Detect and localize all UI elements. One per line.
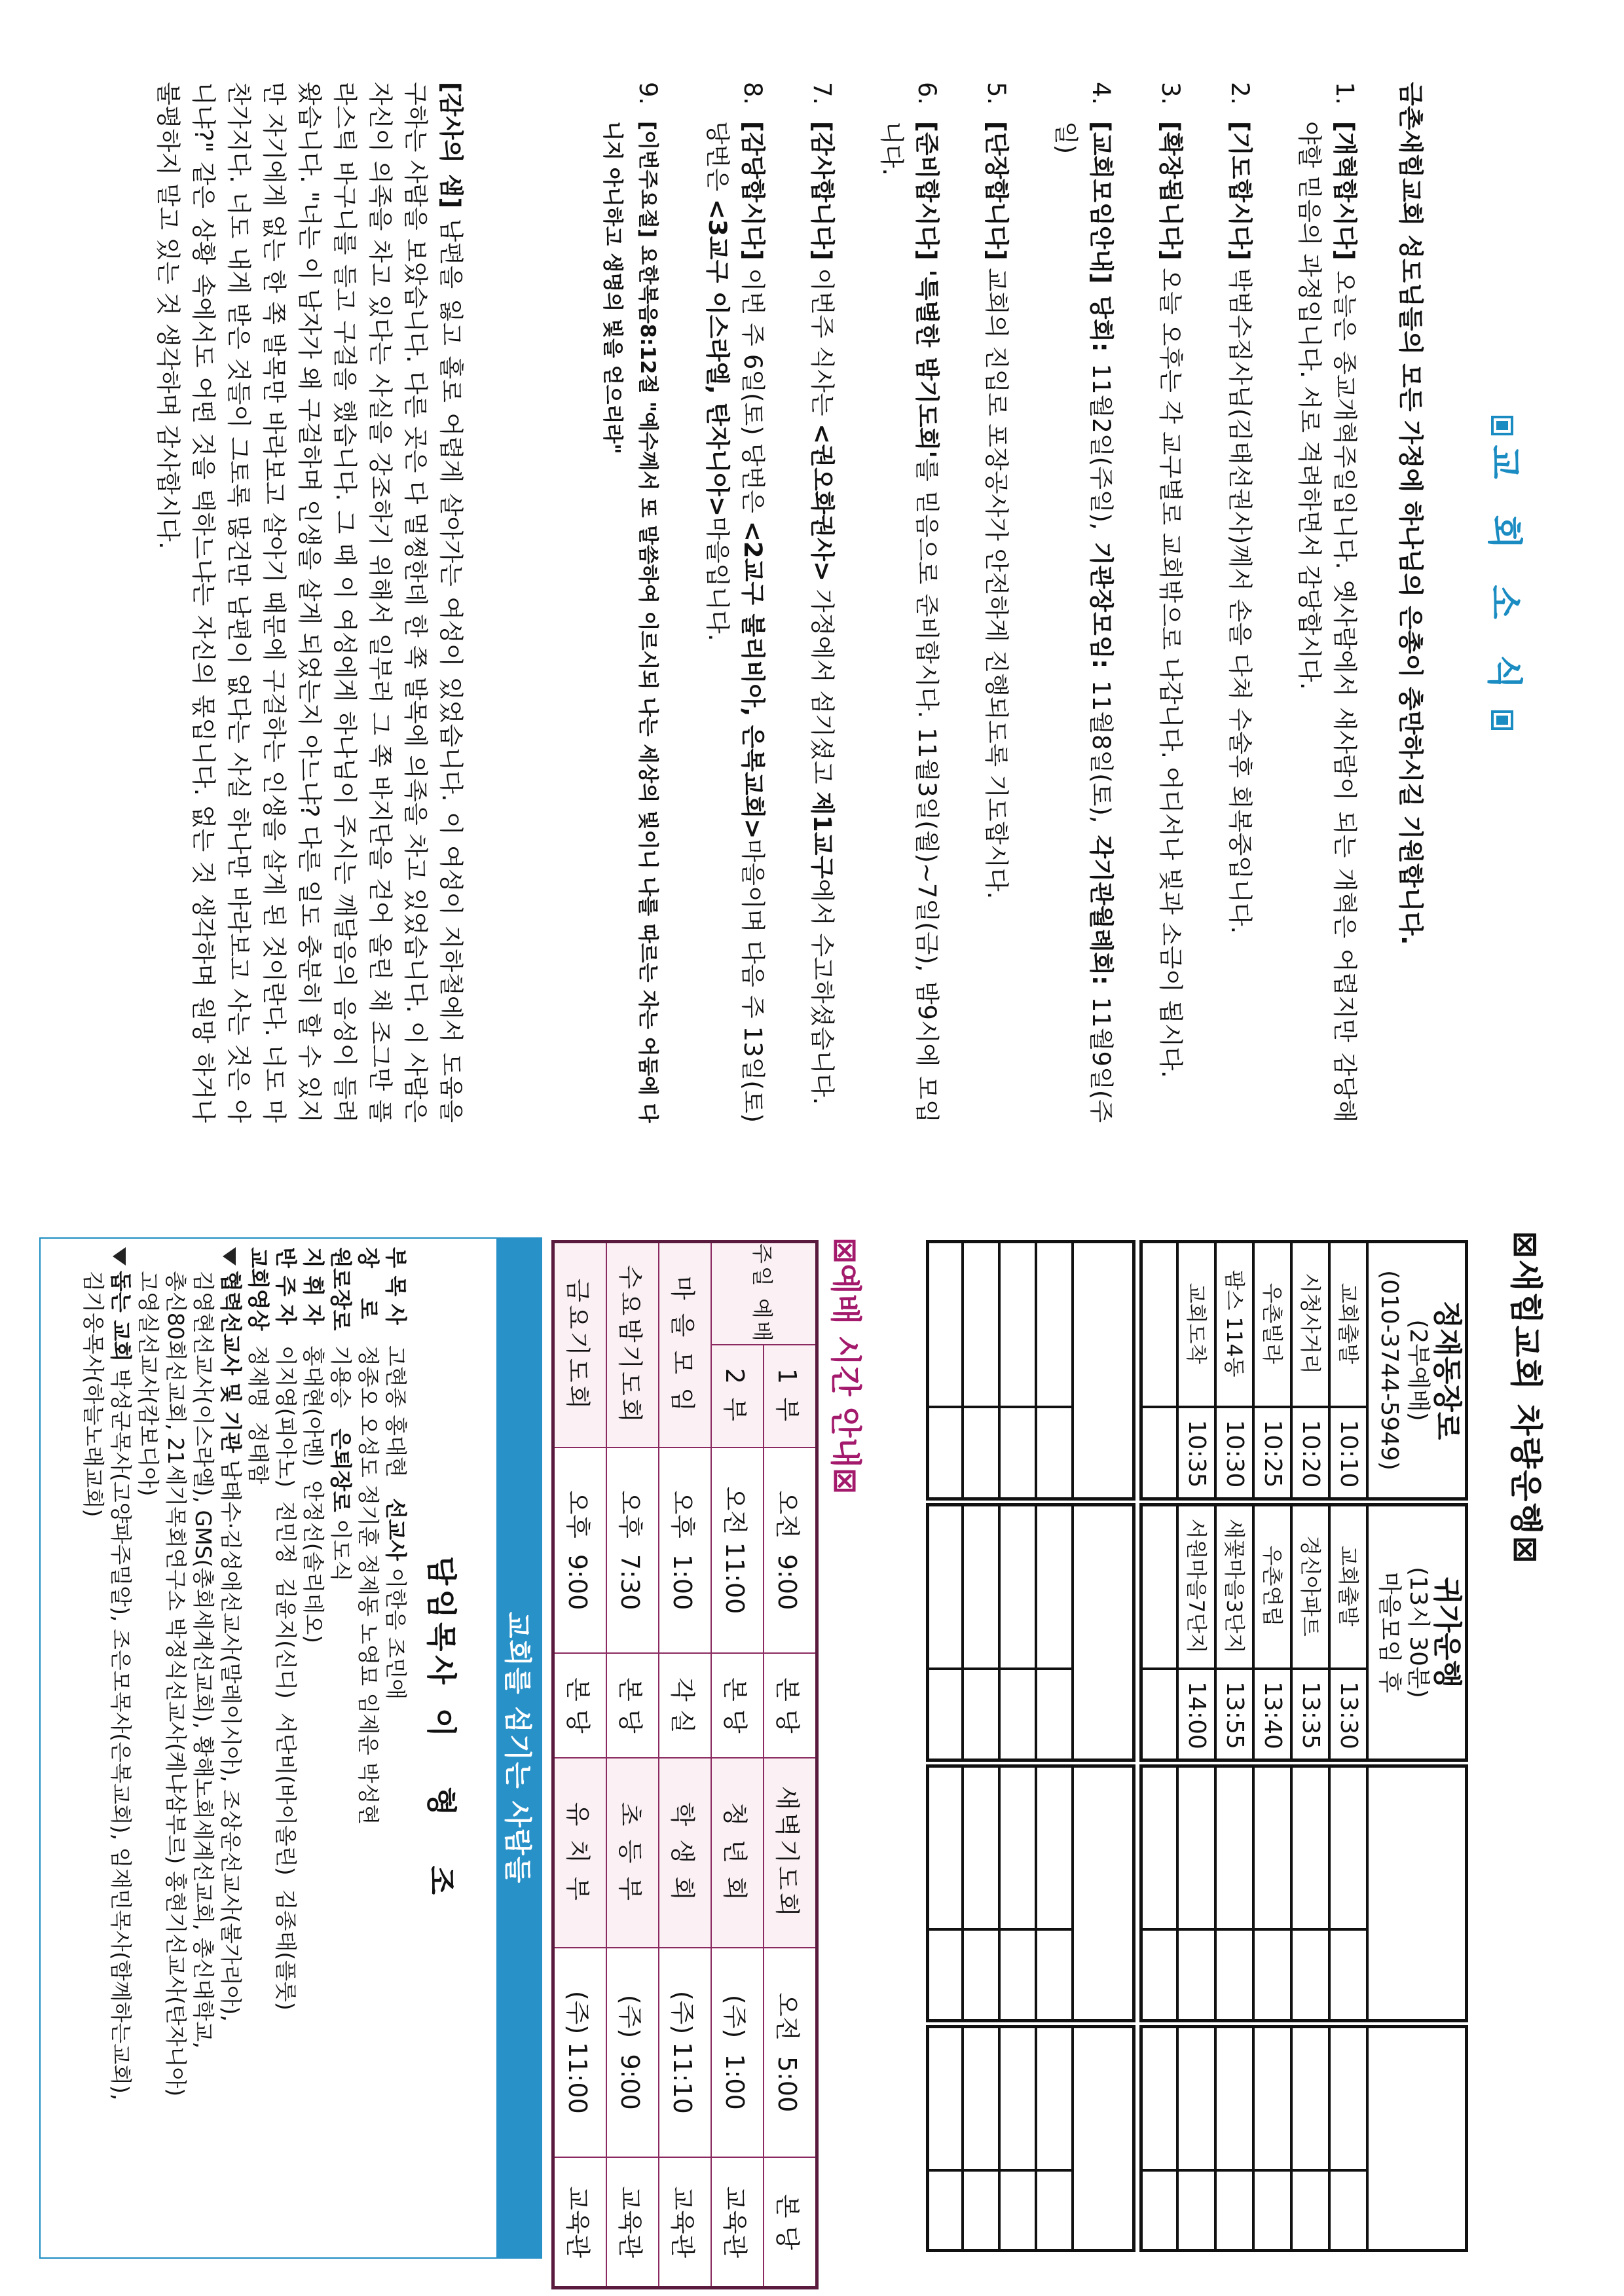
vehicle-time <box>1253 1929 1291 2022</box>
news-title <box>1482 0 1532 1146</box>
staff-line <box>189 1247 217 2249</box>
vehicle-time <box>963 1669 999 1762</box>
senior-pastor <box>422 1556 465 1914</box>
pastor-title: 담임목사 <box>424 1556 459 1688</box>
service-place: 각 실 <box>659 1653 711 1758</box>
service-name: 마 을 모 임 <box>659 1242 711 1448</box>
vehicle-stop <box>1036 1764 1073 1929</box>
vehicle-stop <box>999 1503 1036 1669</box>
item-body <box>1222 121 1257 1123</box>
bold-text: 요한복음8:12절 "예수께서 또 말씀하여 이르시되 나는 세상의 빛이니 나를 따르는 자는 어둠에 다니지 아니하고 생명의 빛을 얻으리라" <box>600 121 659 1123</box>
service-place: 교육관 <box>711 2157 764 2288</box>
worship-title: ⊠예배 시간 안내⊠ <box>827 1237 864 1495</box>
service-time: 오후 7:30 <box>606 1448 659 1653</box>
staff-line <box>217 1247 244 2249</box>
news-item <box>699 82 770 1123</box>
vehicle-block-header <box>1073 1503 1135 1762</box>
staff-line <box>354 1247 382 2249</box>
news-list <box>561 82 1362 1123</box>
vehicle-stop <box>1036 1503 1073 1669</box>
news-item <box>595 82 665 1123</box>
item-body <box>699 121 770 1123</box>
vehicle-stop <box>963 1764 999 1929</box>
staff-line <box>107 1247 134 2249</box>
vehicle-time: 13:40 <box>1253 1669 1291 1762</box>
staff-line <box>327 1247 354 2249</box>
vehicle-stop: 교회도착 <box>1177 1240 1215 1407</box>
service-time: 오전 5:00 <box>764 1948 817 2157</box>
vehicle-time <box>926 1669 963 1762</box>
vehicle-time <box>926 2170 963 2252</box>
service-time: 오후 1:00 <box>659 1448 711 1653</box>
vehicle-time <box>1177 2170 1215 2252</box>
bold-text: <3교구 이스라엘, 탄자니아> <box>703 199 731 517</box>
vehicle-time <box>926 1407 963 1501</box>
vehicle-time <box>1215 1929 1253 2022</box>
text: 이번 주 6일(토) 당번은 <box>739 260 767 521</box>
service-name: 청 년 회 <box>711 1758 764 1948</box>
item-number: 5. <box>982 82 1010 105</box>
vehicle-stop <box>999 2025 1036 2170</box>
news-item <box>804 82 840 1123</box>
vehicle-stop <box>999 1764 1036 1929</box>
vehicle-time: 14:00 <box>1177 1669 1215 1762</box>
text: 를 믿음으로 준비합시다. 11월3일(월)~7일(금), 밤9시에 모입니다. <box>877 121 941 1123</box>
staff-role: 원로장로 <box>328 1247 354 1331</box>
bold-text: [개혁합시다] <box>1331 121 1359 261</box>
service-name: 새벽기도회 <box>764 1758 817 1948</box>
service-time: 오전 9:00 <box>764 1448 817 1653</box>
staff-line <box>299 1247 327 2249</box>
service-name: 수요밤기도회 <box>606 1242 659 1448</box>
item-body <box>1153 121 1188 1123</box>
vehicle-stop <box>963 1503 999 1669</box>
news-title-text: 교 회 소 식 <box>1484 445 1525 701</box>
text: 에서 수고하셨습니다. <box>808 879 836 1105</box>
text: 남태수·김성애선교사(말레이시아), 조상운선교사(불가리아), <box>218 1453 244 2022</box>
text: 11월9일(주일) <box>1052 121 1115 1123</box>
staff-role: 지 휘 자 <box>301 1247 326 1325</box>
staff-role: 협력선교사 및 기관 <box>218 1271 244 1453</box>
item-number: 2. <box>1226 82 1254 105</box>
header-line: (010-3744-5949) <box>1376 1269 1403 1471</box>
vehicle-stop: 서원마을7단지 <box>1177 1503 1215 1669</box>
service-place: 교육관 <box>659 2157 711 2288</box>
text: 11월2일(주일), <box>1087 352 1115 542</box>
item-body <box>804 121 840 1123</box>
vehicle-time <box>1036 1929 1073 2022</box>
pastor-name: 이 형 조 <box>424 1707 459 1915</box>
vehicle-stop <box>999 1240 1036 1407</box>
text: 오늘은 종교개혁주일입니다. 옛사람에서 새사람이 되는 개혁은 어렵지만 감당해야할 믿음의 과정입니다. 서로 격려하면서 감당합시다. <box>1295 121 1359 1123</box>
text: 가정에서 섬기셨고 <box>808 581 836 792</box>
bold-text: [감당합시다] <box>739 121 767 261</box>
vehicle-stop <box>1177 2025 1215 2170</box>
item-number: 3. <box>1156 82 1185 105</box>
vehicle-time: 13:55 <box>1215 1669 1253 1762</box>
service-place: 본 당 <box>553 1653 607 1758</box>
vehicle-stop <box>1036 2025 1073 2170</box>
service-name: 초 등 부 <box>606 1758 659 1948</box>
square-bullet-icon <box>1491 710 1513 730</box>
bold-text: <2교구 불리비아, 은복교회> <box>739 520 767 839</box>
vehicle-block-header <box>1367 1503 1468 1762</box>
item-body <box>874 121 944 1123</box>
vehicle-stop <box>1139 2025 1177 2170</box>
text <box>1087 283 1115 295</box>
vehicle-stop <box>926 2025 963 2170</box>
bold-text: [이번주요절] <box>636 121 659 238</box>
vehicle-time: 13:35 <box>1291 1669 1329 1762</box>
vehicle-stop <box>1177 1764 1215 1929</box>
item-number: 8. <box>739 82 767 105</box>
staff-role: 장 로 <box>356 1247 381 1319</box>
bold-text: [기도합시다] <box>1226 121 1254 261</box>
vehicle-time <box>1139 1929 1177 2022</box>
vehicle-stop: 팜스 114동 <box>1215 1240 1253 1407</box>
text: 교회의 진입로 포장공사가 안전하게 진행되도록 기도합시다. <box>982 260 1010 900</box>
bold-text: '특별한 밤기도회' <box>913 269 941 458</box>
item-body <box>1291 121 1362 1123</box>
bold-text: 기관장모임: <box>1087 541 1115 669</box>
text: 11월8일(토), <box>1087 668 1115 835</box>
service-name: 유 치 부 <box>553 1758 607 1948</box>
vehicle-stop <box>1215 1764 1253 1929</box>
vehicle-stop <box>926 1503 963 1669</box>
vehicle-time <box>1036 1407 1073 1501</box>
vehicle-stop: 우촌연립 <box>1253 1503 1291 1669</box>
bold-text: 선교사 <box>383 1498 409 1561</box>
staff-role: 교회영상 <box>246 1247 271 1331</box>
vehicle-time <box>999 1407 1036 1501</box>
service-time: (주) 11:10 <box>659 1948 711 2157</box>
vehicle-block-header <box>1073 1764 1135 2022</box>
vehicle-stop <box>1253 2025 1291 2170</box>
service-name: 2 부 <box>711 1345 764 1448</box>
news-item <box>978 82 1014 1123</box>
vehicle-time: 10:25 <box>1253 1407 1291 1501</box>
vehicle-time <box>999 1669 1036 1762</box>
news-item <box>1153 82 1188 1123</box>
text: 박성군목사(고양파주밀알), 조은모목사(은복교회), 임재민목사(함께하는교회), <box>108 1362 134 2101</box>
worship-row <box>553 1242 607 2288</box>
vehicle-stop <box>1253 1764 1291 1929</box>
service-name: 금요기도회 <box>553 1242 607 1448</box>
vehicle-time <box>1329 2170 1367 2252</box>
vehicle-time <box>1253 2170 1291 2252</box>
item-number: 6. <box>913 82 941 105</box>
vehicle-stop <box>1329 2025 1367 2170</box>
news-item <box>1291 82 1362 1123</box>
vehicle-time <box>1139 2170 1177 2252</box>
vehicle-time <box>1139 1669 1177 1762</box>
vehicle-block-header <box>1073 2025 1135 2252</box>
gratitude-paragraph <box>150 82 468 1123</box>
bold-text: 제1교구 <box>808 792 836 879</box>
text: 오늘 오후는 각 교구별로 교회밖으로 나갑니다. 어디서나 빛과 소금이 됩시다. <box>1156 260 1185 1078</box>
item-number: 7. <box>808 82 836 105</box>
vehicle-time <box>1215 2170 1253 2252</box>
vehicle-time: 10:20 <box>1291 1407 1329 1501</box>
bold-text: [감사합니다] <box>808 121 836 261</box>
vehicle-stop <box>1036 1240 1073 1407</box>
header-line: 귀가운행 <box>1430 1576 1464 1688</box>
gratitude-text: 남편을 잃고 홀로 어렵게 살아가는 여성이 있었습니다. 이 여성이 지하철에서 도움을 구하는 사람을 보았습니다. 다른 곳은 다 멀쩡한데 한 쪽 발목에 의족을 차고 있었습니다. 이 사람은 자신이 의족을 차고 있다는 사실을 강조하기 위해서 일부러 그 쪽 바지단을 걷어 올린 채 조그만 플라스틱 바구니를 들고 구걸을 했습니다. 그 때 이 여성에게 하나님이 주시는 깨달음의 음성이 들려왔습니다. "너는 이 남자가 왜 구걸하며 인생을 살게 되었는지 아느냐? 다른 일도 충분히 할 수 있지만 자기에게 없는 한 쪽 발목만 바라보고 살아기 때문에 구걸하는 인생을 살게 된 것이란다. 너도 마찬가지다. 너도 내게 받은 것들이 그토록 많건만 남편이 없다는 사실 하나만 바라보고 사는 것은 아니냐?" 같은 상황 속에서도 어떤 것을 택하느냐는 자신의 몫입니다. 없는 것 생각하며 원망 하거나 불평하지 말고 있는 것 생각하며 감사합시다. <box>154 82 465 1123</box>
vehicle-time <box>926 1929 963 2022</box>
worship-row <box>659 1242 711 2288</box>
service-place: 본 당 <box>606 1653 659 1758</box>
vehicle-block-header <box>1367 1764 1468 2022</box>
staff-header: 교회를 섬기는 사람들 <box>496 1237 542 2259</box>
bold-text: 당회: <box>1087 295 1115 352</box>
vehicle-time: 10:10 <box>1329 1407 1367 1501</box>
vehicle-stop <box>1291 2025 1329 2170</box>
worship-schedule-table <box>551 1240 819 2289</box>
service-name: 학 생 회 <box>659 1758 711 1948</box>
service-place: 교육관 <box>606 2157 659 2288</box>
vehicle-stop <box>963 1240 999 1407</box>
vehicle-stop <box>1139 1240 1177 1407</box>
triangle-bullet-icon <box>223 1247 236 1266</box>
vehicle-time <box>1291 2170 1329 2252</box>
staff-line <box>382 1247 409 2249</box>
vehicle-stop: 교회출발 <box>1329 1240 1367 1407</box>
text: 이지영(피아노) 전민정 김윤지(신디) 서단비(바이올린) 김종태(플룻) <box>273 1345 299 2011</box>
bold-text: [단장합니다] <box>982 121 1010 261</box>
bold-text: 각기관월례회: <box>1087 835 1115 985</box>
service-name: 1 부 <box>764 1345 817 1448</box>
vehicle-stop: 새꽃마을3단지 <box>1215 1503 1253 1669</box>
staff-line <box>272 1247 299 2249</box>
vehicle-stop: 교회출발 <box>1329 1503 1367 1669</box>
sunday-service-label: 주일 예배 <box>711 1242 817 1345</box>
news-item <box>1222 82 1257 1123</box>
vehicle-block-header <box>1073 1240 1135 1501</box>
vehicle-stop: 경신아파트 <box>1291 1503 1329 1669</box>
header-line: (2부예배) <box>1405 1319 1431 1421</box>
vehicle-block-header <box>1367 1240 1468 1501</box>
gratitude-tag: [감사의 샘] <box>437 82 465 209</box>
vehicle-time: 10:35 <box>1177 1407 1215 1501</box>
news-item <box>1048 82 1118 1123</box>
vehicle-stop <box>1329 1764 1367 1929</box>
staff-line <box>79 1247 107 2249</box>
staff-line <box>162 1247 189 2249</box>
item-body <box>978 121 1014 1123</box>
triangle-bullet-icon <box>113 1247 126 1266</box>
staff-list <box>79 1247 409 2249</box>
text: 고현종 홍대현 <box>383 1345 409 1499</box>
vehicle-time <box>1036 1669 1073 1762</box>
vehicle-stop <box>1215 2025 1253 2170</box>
service-time: (주) 11:00 <box>553 1948 607 2157</box>
staff-role: 부 목 사 <box>383 1247 409 1325</box>
text: 박범수집사님(김태선권사)께서 손을 다쳐 수술후 회복중입니다. <box>1226 260 1254 934</box>
vehicle-stop <box>926 1240 963 1407</box>
bold-text: [교회모임안내] <box>1087 121 1115 284</box>
worship-row <box>711 1242 764 2288</box>
text: 고영실선교사(캄보디아) <box>136 1271 161 1497</box>
item-number: 4. <box>1087 82 1115 105</box>
vehicle-time <box>963 1929 999 2022</box>
service-time: (주) 1:00 <box>711 1948 764 2157</box>
item-body <box>595 121 665 1123</box>
staff-line <box>244 1247 272 2249</box>
news-greeting: 금촌새힘교회 성도님들의 모든 가정에 하나님의 은총이 충만하시길 기원합니다. <box>1396 82 1425 945</box>
bold-text: 은퇴장로 <box>328 1429 354 1512</box>
vehicle-stop <box>963 2025 999 2170</box>
service-place: 교육관 <box>553 2157 607 2288</box>
header-line: 마을모임 후 <box>1376 1571 1403 1694</box>
vehicle-title: ⊠새힘교회 차량운행⊠ <box>1507 1231 1545 1565</box>
vehicle-time <box>963 2170 999 2252</box>
service-place: 본 당 <box>764 1653 817 1758</box>
worship-row <box>606 1242 659 2288</box>
item-number: 9. <box>634 82 662 105</box>
vehicle-stop: 시청사거리 <box>1291 1240 1329 1407</box>
bold-text: [준비합시다] <box>913 121 941 261</box>
service-time: (주) 9:00 <box>606 1948 659 2157</box>
news-item <box>874 82 944 1123</box>
vehicle-time <box>1139 1407 1177 1501</box>
text: 마을이며 다음 주 13일(토) 당번은 <box>703 121 767 1123</box>
bold-text: <권오화권사> <box>808 424 836 581</box>
item-number: 1. <box>1331 82 1359 105</box>
vehicle-time: 13:30 <box>1329 1669 1367 1762</box>
staff-line <box>134 1247 162 2249</box>
vehicle-time <box>1291 1929 1329 2022</box>
text <box>913 261 941 270</box>
staff-role: 돕는 교회 <box>108 1271 134 1362</box>
header-line: (13시 30분) <box>1405 1567 1431 1698</box>
text: 정종오 오성도 정기훈 정제동 노영묘 임제운 박성현 <box>356 1345 381 1825</box>
square-bullet-icon <box>1491 416 1513 435</box>
vehicle-stop: 우촌빌라 <box>1253 1240 1291 1407</box>
vehicle-time <box>1177 1929 1215 2022</box>
text: 이한음 조민애 <box>383 1560 409 1700</box>
vehicle-stop <box>1139 1764 1177 1929</box>
header-line: 정재동장로 <box>1430 1300 1464 1440</box>
text: 총신80회선교회, 21세기목회연구소 박정식선교사(케냐삼부르) 홍현기선교사(탄자니아) <box>163 1271 189 2097</box>
vehicle-stop <box>1291 1764 1329 1929</box>
vehicle-block-header <box>1367 2025 1468 2252</box>
vehicle-stop <box>1139 1503 1177 1669</box>
item-body <box>1048 121 1118 1123</box>
text: 홍대현(아멘) 안정선(솔리데오) <box>301 1345 326 1644</box>
vehicle-time <box>999 2170 1036 2252</box>
text: 마을입니다. <box>703 517 731 642</box>
text: 정재명 정태함 <box>246 1345 271 1485</box>
vehicle-time <box>1036 2170 1073 2252</box>
bold-text: [확장됩니다] <box>1156 121 1185 261</box>
worship-row <box>764 1242 817 2288</box>
text: 김기웅목사(하늘노래교회) <box>81 1271 106 1518</box>
vehicle-time <box>963 1407 999 1501</box>
vehicle-time <box>1329 1929 1367 2022</box>
text: 김영현선교사(이스라엘), GMS(총회세계선교회), 황해노회세계선교회, 총신대학교, <box>191 1271 216 2049</box>
vehicle-stop <box>926 1764 963 1929</box>
vehicle-time: 10:30 <box>1215 1407 1253 1501</box>
text: 기용승 <box>328 1345 354 1429</box>
text: 이번주 식사는 <box>808 260 836 424</box>
text: 이도식 <box>328 1512 354 1582</box>
service-time: 오전 11:00 <box>711 1448 764 1653</box>
vehicle-time <box>999 1929 1036 2022</box>
service-place: 본 당 <box>711 1653 764 1758</box>
service-place: 본 당 <box>764 2157 817 2288</box>
staff-role: 반 주 자 <box>273 1247 299 1325</box>
service-time: 오후 9:00 <box>553 1448 607 1653</box>
